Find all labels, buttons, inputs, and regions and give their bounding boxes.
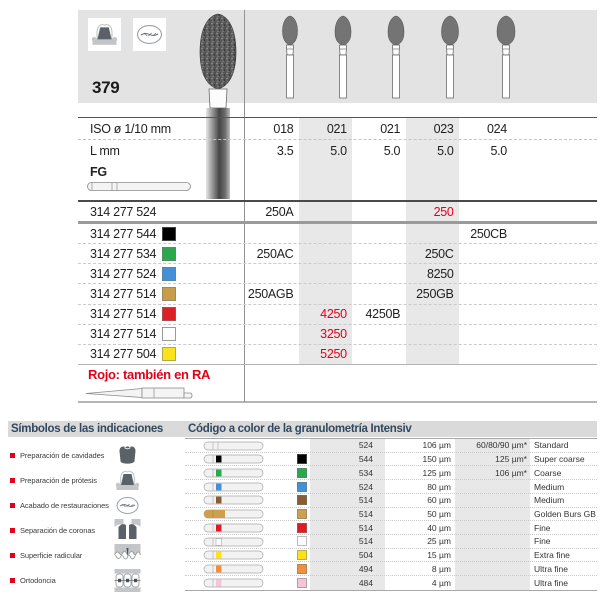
shank-icon xyxy=(203,468,265,478)
grain-size: 8 µm xyxy=(431,563,451,574)
grit-name: Super coarse xyxy=(534,454,585,465)
shank-icon xyxy=(203,564,265,574)
shank-icon xyxy=(203,482,265,492)
cavity-prep-icon xyxy=(114,444,141,467)
red-bullet xyxy=(10,503,15,508)
grit-color-swatch xyxy=(297,482,307,492)
code: 514 xyxy=(358,508,373,519)
order-code: 314 277 524 xyxy=(90,204,157,219)
bur-silhouette-4 xyxy=(439,15,461,99)
granulometry-section xyxy=(185,421,597,591)
iso-value: 021 xyxy=(326,121,347,136)
grain-size: 15 µm xyxy=(427,550,451,561)
product-ref: 250 xyxy=(433,204,454,219)
grain-size: 4 µm xyxy=(431,578,451,589)
indication-label: Acabado de restauraciones xyxy=(20,501,109,510)
list-item xyxy=(8,568,190,593)
product-row xyxy=(78,305,597,325)
shank-icon xyxy=(203,495,265,505)
bur-silhouette-3 xyxy=(385,15,407,99)
code: 484 xyxy=(358,578,373,589)
indication-label: Separación de coronas xyxy=(20,526,96,535)
grain-size: 106 µm xyxy=(422,440,451,451)
product-ref: 250C xyxy=(424,246,454,261)
shank-type-label: FG xyxy=(90,165,107,179)
red-bullet xyxy=(10,453,15,458)
order-code: 314 277 524 xyxy=(90,266,157,281)
product-ref: 4250 xyxy=(320,307,347,322)
grit-name: Standard xyxy=(534,440,569,451)
iso-value: 018 xyxy=(273,121,294,136)
extra-grain: 106 µm* xyxy=(495,467,527,478)
red-bullet xyxy=(10,578,15,583)
product-row xyxy=(78,244,597,264)
granulometry-row xyxy=(185,549,597,563)
grit-name: Medium xyxy=(534,481,565,492)
order-code: 314 277 534 xyxy=(90,246,157,261)
shank-type-row xyxy=(78,162,597,202)
code: 504 xyxy=(358,550,373,561)
length-value: 5.0 xyxy=(437,144,454,158)
product-ref: 250AGB xyxy=(247,286,294,301)
grit-color-swatch xyxy=(162,267,176,281)
prosthesis-prep-icon xyxy=(88,18,121,51)
indication-label: Ortodoncia xyxy=(20,576,56,585)
order-code: 314 277 514 xyxy=(90,327,157,342)
grit-color-swatch xyxy=(297,564,307,574)
shank-icon xyxy=(203,537,265,547)
code: 544 xyxy=(358,454,373,465)
indications-title: Símbolos de las indicaciones xyxy=(8,421,190,437)
grit-color-swatch xyxy=(297,523,307,533)
extra-grain: 60/80/90 µm* xyxy=(476,440,527,451)
code: 524 xyxy=(358,440,373,451)
grit-name: Fine xyxy=(534,536,551,547)
code: 534 xyxy=(358,467,373,478)
granulometry-row xyxy=(185,508,597,522)
shank-icon xyxy=(203,523,265,533)
length-value: 5.0 xyxy=(330,144,347,158)
row-label: L mm xyxy=(90,144,120,158)
product-ref: 250AC xyxy=(256,246,294,261)
product-ref: 8250 xyxy=(426,266,454,281)
code: 514 xyxy=(358,495,373,506)
grit-color-swatch xyxy=(297,509,307,519)
crown-separation-icon xyxy=(114,519,141,542)
grit-color-swatch xyxy=(162,327,176,341)
ra-note: Rojo: también en RA xyxy=(88,367,211,382)
indications-section xyxy=(8,421,190,593)
shank-icon xyxy=(203,441,265,451)
grit-color-swatch xyxy=(297,536,307,546)
product-table-section xyxy=(78,10,597,404)
list-item xyxy=(8,443,190,468)
grit-name: Golden Burs GB xyxy=(534,508,596,519)
product-row xyxy=(78,345,597,365)
red-bullet xyxy=(10,528,15,533)
product-row xyxy=(78,284,597,304)
grit-color-swatch xyxy=(162,307,176,321)
iso-value: 023 xyxy=(433,121,454,136)
order-code: 314 277 544 xyxy=(90,226,157,241)
orthodontics-icon xyxy=(114,569,141,592)
grain-size: 150 µm xyxy=(422,454,451,465)
order-code: 314 277 504 xyxy=(90,347,157,362)
red-bullet xyxy=(10,478,15,483)
grit-color-swatch xyxy=(297,454,307,464)
grit-color-swatch xyxy=(162,227,176,241)
ra-shank-icon xyxy=(84,384,202,402)
grain-size: 50 µm xyxy=(427,508,451,519)
granulometry-row xyxy=(185,562,597,576)
shank-icon xyxy=(203,550,265,560)
product-ref: 250GB xyxy=(416,286,454,301)
figure-number: 379 xyxy=(92,78,120,97)
bur-silhouette-2 xyxy=(332,15,354,99)
list-item xyxy=(8,468,190,493)
granulometry-row xyxy=(185,535,597,549)
grit-name: Coarse xyxy=(534,467,562,478)
granulometry-row xyxy=(185,576,597,590)
order-code: 314 277 514 xyxy=(90,307,157,322)
grit-color-swatch xyxy=(297,578,307,588)
grit-name: Ultra fine xyxy=(534,578,569,589)
grain-size: 60 µm xyxy=(427,495,451,506)
restoration-finishing-icon xyxy=(133,18,166,51)
grit-color-swatch xyxy=(297,495,307,505)
product-row xyxy=(78,224,597,244)
granulometry-table xyxy=(185,438,597,591)
fg-shank-icon xyxy=(86,179,194,193)
length-row xyxy=(78,140,597,162)
granulometry-row xyxy=(185,453,597,467)
granulometry-row xyxy=(185,494,597,508)
code: 514 xyxy=(358,536,373,547)
order-code: 314 277 514 xyxy=(90,286,157,301)
restoration-finishing-icon xyxy=(114,494,141,517)
product-row xyxy=(78,264,597,284)
iso-diameter-row xyxy=(78,118,597,140)
grit-color-swatch xyxy=(162,347,176,361)
iso-value: 021 xyxy=(380,121,401,136)
list-item xyxy=(8,518,190,543)
spec-rows xyxy=(78,117,597,365)
grit-name: Ultra fine xyxy=(534,563,569,574)
grain-size: 80 µm xyxy=(427,481,451,492)
code: 514 xyxy=(358,522,373,533)
shank-icon xyxy=(203,578,265,588)
length-value: 3.5 xyxy=(276,144,294,158)
product-ref: 250CB xyxy=(470,226,507,241)
granulometry-row xyxy=(185,439,597,453)
row-label: ISO ø 1/10 mm xyxy=(90,121,171,136)
granulometry-row xyxy=(185,521,597,535)
granulometry-row xyxy=(185,480,597,494)
code: 524 xyxy=(358,481,373,492)
list-item xyxy=(8,493,190,518)
grain-size: 125 µm xyxy=(422,467,451,478)
length-value: 5.0 xyxy=(490,144,507,158)
product-row xyxy=(78,202,597,224)
shank-icon xyxy=(203,509,265,519)
indications-list xyxy=(8,443,190,593)
grit-color-swatch xyxy=(162,247,176,261)
grit-color-swatch xyxy=(297,550,307,560)
grit-name: Fine xyxy=(534,522,551,533)
product-ref: 250A xyxy=(265,204,294,219)
grit-color-swatch xyxy=(162,287,176,301)
iso-value: 024 xyxy=(486,121,507,136)
red-bullet xyxy=(10,553,15,558)
granulometry-title: Código a color de la granulometría Intensiv xyxy=(185,421,597,437)
prosthesis-prep-icon xyxy=(114,469,141,492)
root-surface-icon xyxy=(114,544,141,567)
product-ref: 5250 xyxy=(320,347,347,362)
grain-size: 25 µm xyxy=(427,536,451,547)
product-ref: 4250B xyxy=(365,307,401,322)
grit-name: Extra fine xyxy=(534,550,570,561)
list-item xyxy=(8,543,190,568)
indication-label: Superficie radicular xyxy=(20,551,83,560)
length-value: 5.0 xyxy=(383,144,401,158)
code: 494 xyxy=(358,563,373,574)
indication-label: Preparación de prótesis xyxy=(20,476,97,485)
indication-label: Preparación de cavidades xyxy=(20,451,105,460)
product-ref: 3250 xyxy=(320,327,347,342)
product-row xyxy=(78,325,597,345)
shank-icon xyxy=(203,454,265,464)
bur-silhouette-1 xyxy=(279,15,301,99)
granulometry-row xyxy=(185,466,597,480)
grain-size: 40 µm xyxy=(427,522,451,533)
extra-grain: 125 µm* xyxy=(495,454,527,465)
grit-name: Medium xyxy=(534,495,565,506)
bur-silhouette-5 xyxy=(495,15,517,99)
grit-color-swatch xyxy=(297,468,307,478)
